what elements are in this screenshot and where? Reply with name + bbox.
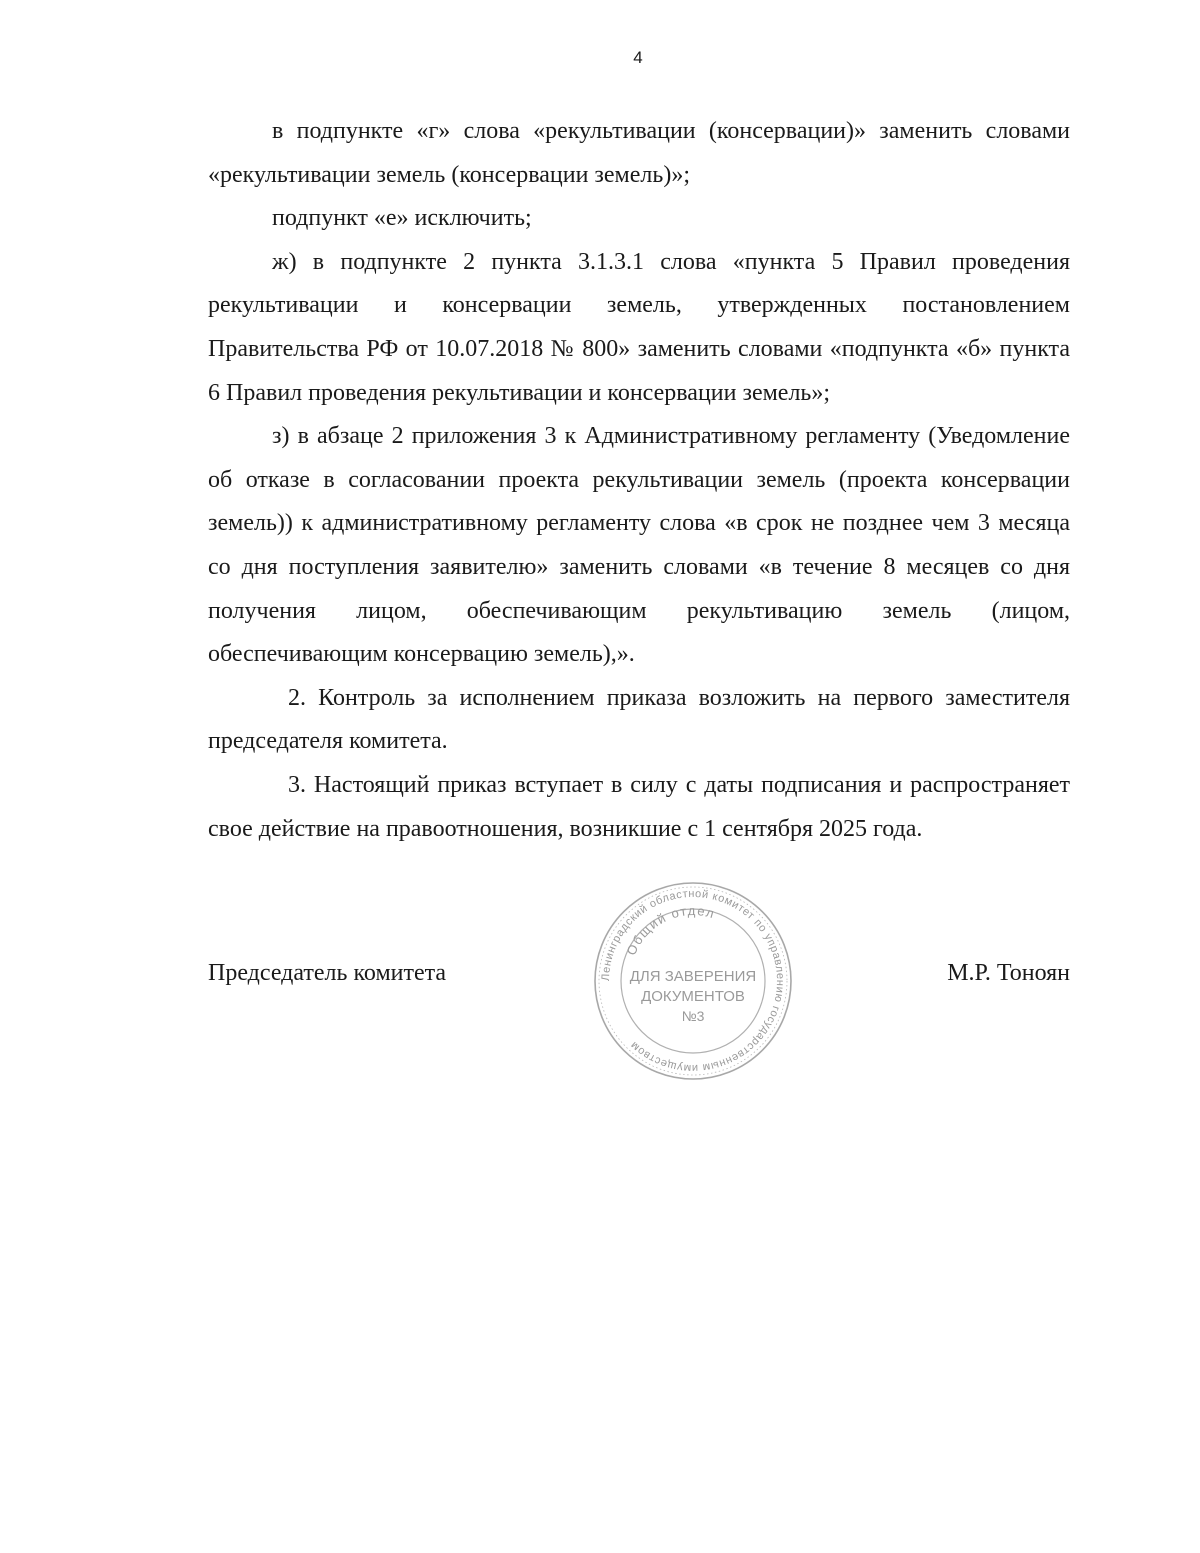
paragraph-item-3: 3. Настоящий приказ вступает в силу с даты подписания и распространяет свое действие на правоотношения, возникшие с 1 сентября 2025 года. [208, 771, 1070, 842]
stamp-line-3: №3 [681, 1008, 705, 1024]
paragraph-subpoint-g: в подпункте «г» слова «рекультивации (консервации)» заменить словами «рекультивации земель (консервации земель)»; [208, 118, 1070, 188]
page-number: 4 [633, 48, 643, 67]
certification-stamp [592, 880, 794, 1082]
paragraph-item-2: 2. Контроль за исполнением приказа возложить на первого заместителя председателя комитета. [208, 684, 1070, 755]
stamp-outer-text: Ленинградский областной комитет по управлению государственным имуществом [599, 887, 787, 1075]
stamp-seal-icon [592, 880, 794, 1082]
stamp-line-2: ДОКУМЕНТОВ [641, 988, 745, 1005]
paragraph-subpoint-z: з) в абзаце 2 приложения 3 к Административному регламенту (Уведомление об отказе в согласовании проекта рекультивации земель (проекта консервации земель)) к административному регламенту слова «в срок не позднее чем 3 месяца со дня поступления заявителю» заменить словами «в течение 8 месяцев со дня получения лицом, обеспечивающим рекультивацию земель (лицом, обеспечивающим консервацию земель),». [208, 423, 1070, 668]
stamp-inner-top: Общий отдел [623, 903, 718, 958]
paragraph-subpoint-e: подпункт «е» исключить; [272, 205, 532, 232]
stamp-line-1: ДЛЯ ЗАВЕРЕНИЯ [629, 968, 757, 985]
signer-name: М.Р. Тоноян [947, 960, 1070, 986]
signer-title: Председатель комитета [208, 960, 447, 986]
paragraph-subpoint-zh: ж) в подпункте 2 пункта 3.1.3.1 слова «пункта 5 Правил проведения рекультивации и консервации земель, утвержденных постановлением Правительства РФ от 10.07.2018 № 800» заменить словами «подпункта «б» пункта 6 Правил проведения рекультивации и консервации земель»; [208, 248, 1070, 406]
document-body [208, 110, 1070, 851]
